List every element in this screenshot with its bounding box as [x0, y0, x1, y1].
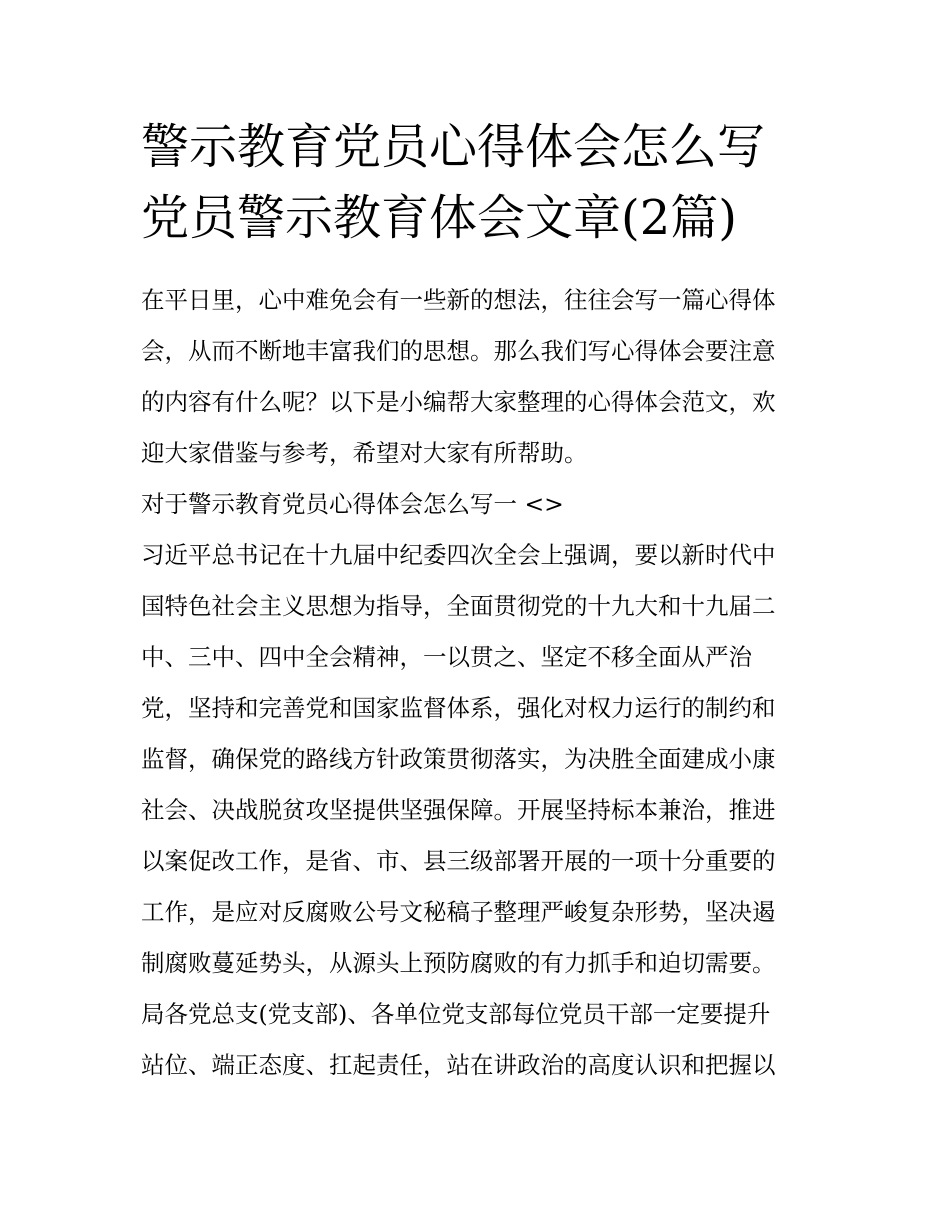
paragraph-line: 站位、端正态度、扛起责任，站在讲政治的高度认识和把握以: [141, 1051, 776, 1079]
paragraph-line: 党，坚持和完善党和国家监督体系，强化对权力运行的制约和: [141, 694, 776, 722]
paragraph-line: 工作，是应对反腐败公号文秘稿子整理严峻复杂形势，坚决遏: [141, 898, 776, 926]
section-subheading: [141, 479, 821, 530]
paragraph-line: 会，从而不断地丰富我们的思想。那么我们写心得体会要注意: [141, 337, 776, 365]
paragraph-line: 国特色社会主义思想为指导，全面贯彻党的十九大和十九届二: [141, 592, 776, 620]
subheading-text: 对于警示教育党员心得体会怎么写一 <>: [141, 490, 564, 518]
title-line: 警示教育党员心得体会怎么写: [141, 119, 766, 175]
paragraph-line: 的内容有什么呢？以下是小编帮大家整理的心得体会范文，欢: [141, 388, 776, 416]
paragraph-line: 制腐败蔓延势头，从源头上预防腐败的有力抓手和迫切需要。: [141, 949, 776, 977]
document-title: [141, 112, 821, 254]
paragraph-line: 迎大家借鉴与参考，希望对大家有所帮助。: [141, 439, 588, 467]
title-line: 党员警示教育体会文章(2篇): [141, 190, 737, 246]
paragraph-line: 习近平总书记在十九届中纪委四次全会上强调，要以新时代中: [141, 541, 776, 569]
paragraph-line: 在平日里，心中难免会有一些新的想法，往往会写一篇心得体: [141, 286, 776, 314]
paragraph-line: 社会、决战脱贫攻坚提供坚强保障。开展坚持标本兼治，推进: [141, 796, 776, 824]
paragraph-line: 局各党总支(党支部)、各单位党支部每位党员干部一定要提升: [141, 1000, 771, 1028]
paragraph-line: 以案促改工作，是省、市、县三级部署开展的一项十分重要的: [141, 847, 776, 875]
section-paragraph: [141, 530, 821, 1091]
paragraph-line: 中、三中、四中全会精神，一以贯之、坚定不移全面从严治: [141, 643, 752, 671]
paragraph-line: 监督，确保党的路线方针政策贯彻落实，为决胜全面建成小康: [141, 745, 776, 773]
intro-paragraph: [141, 275, 821, 479]
